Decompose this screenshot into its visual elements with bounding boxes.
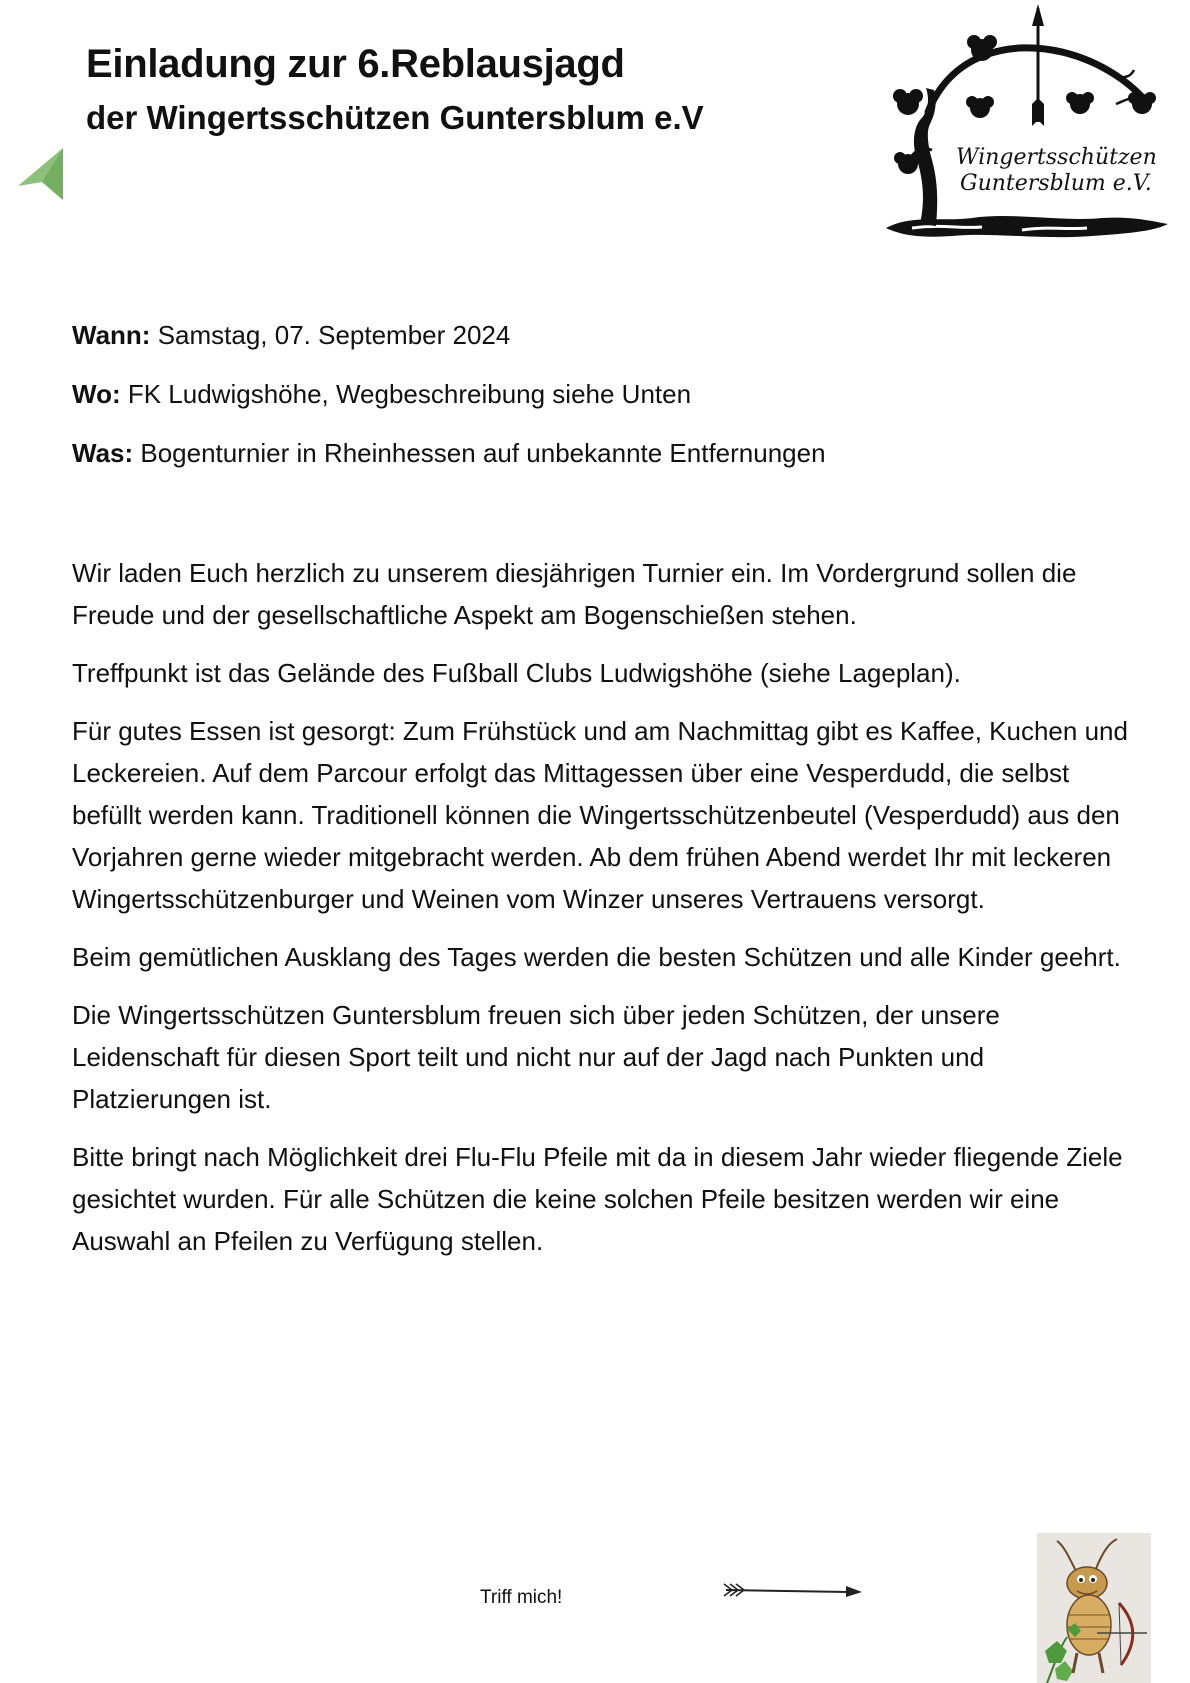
info-label: Wo: <box>72 379 121 409</box>
invitation-body <box>72 552 1142 1278</box>
info-what <box>72 436 1132 471</box>
paragraph: Für gutes Essen ist gesorgt: Zum Frühstück und am Nachmittag gibt es Kaffee, Kuchen und Leckereien. Auf dem Parcour erfolgt das Mittagessen über eine Vesperdudd, die selbst befüllt werden kann. Traditionell können die Wingertsschützenbeutel (Vesperdudd) aus den Vorjahren gerne wieder mitgebracht werden. Ab dem frühen Abend werdet Ihr mit leckeren Wingertsschützenburger und Weinen vom Winzer unseres Vertrauens versorgt. <box>72 716 1128 914</box>
info-value: FK Ludwigshöhe, Wegbeschreibung siehe Unten <box>120 379 692 409</box>
logo-line-2: Guntersblum e.V. <box>960 171 1152 196</box>
club-logo <box>872 0 1172 252</box>
paragraph: Wir laden Euch herzlich zu unserem diesjährigen Turnier ein. Im Vordergrund sollen die Freude und der gesellschaftliche Aspekt am Bogenschießen stehen. <box>72 558 1077 630</box>
arrowhead-icon <box>16 146 66 202</box>
info-label: Was: <box>72 438 134 468</box>
paragraph: Treffpunkt ist das Gelände des Fußball Clubs Ludwigshöhe (siehe Lageplan). <box>72 658 961 688</box>
info-when <box>72 318 1132 353</box>
event-info <box>72 318 1132 495</box>
reblaus-mascot-icon <box>1037 1533 1151 1683</box>
logo-line-1: Wingertsschützen <box>956 145 1157 170</box>
paragraph: Bitte bringt nach Möglichkeit drei Flu-Flu Pfeile mit da in diesem Jahr wieder fliegende Ziele gesichtet wurden. Für alle Schützen die keine solchen Pfeile besitzen werden wir eine Auswahl an Pfeilen zu Verfügung stellen. <box>72 1142 1123 1256</box>
paragraph: Beim gemütlichen Ausklang des Tages werden die besten Schützen und alle Kinder geehrt. <box>72 942 1121 972</box>
info-label: Wann: <box>72 320 151 350</box>
page-title: Einladung zur 6.Reblausjagd <box>86 42 625 86</box>
page-subtitle: der Wingertsschützen Guntersblum e.V <box>86 99 704 136</box>
arrow-icon <box>722 1578 864 1602</box>
paragraph: Die Wingertsschützen Guntersblum freuen sich über jeden Schützen, der unsere Leidenschaft für diesen Sport teilt und nicht nur auf der Jagd nach Punkten und Platzierungen ist. <box>72 1000 1000 1114</box>
info-where <box>72 377 1132 412</box>
info-value: Samstag, 07. September 2024 <box>150 320 511 350</box>
info-value: Bogenturnier in Rheinhessen auf unbekannte Entfernungen <box>133 438 826 468</box>
footer-caption: Triff mich! <box>480 1587 563 1608</box>
